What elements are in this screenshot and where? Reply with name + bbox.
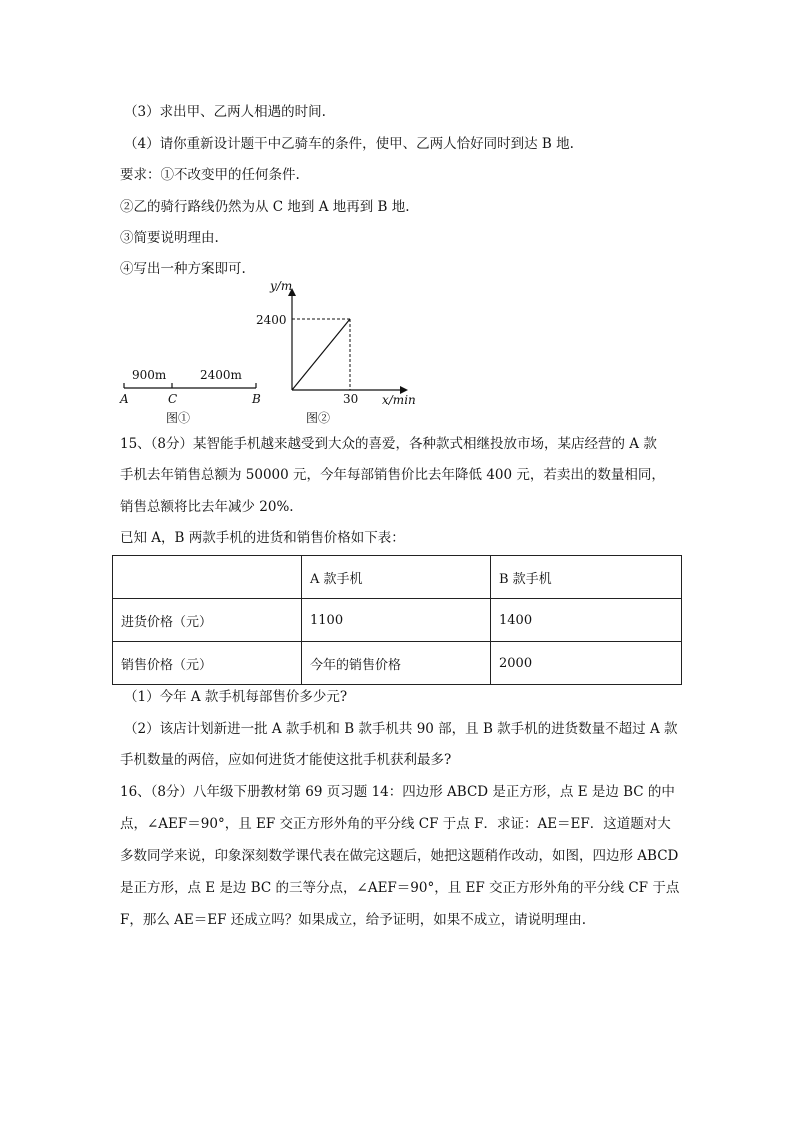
point-b: B — [252, 392, 261, 406]
table-cell — [113, 556, 302, 599]
question-3: （3）求出甲、乙两人相遇的时间. — [124, 104, 326, 120]
point-c: C — [168, 392, 178, 406]
figure-1-segment — [119, 368, 261, 425]
figure-2-graph — [256, 279, 416, 425]
table-cell: 今年的销售价格 — [302, 642, 491, 685]
label-900m: 900m — [132, 368, 167, 382]
q15-part-2b: 手机数量的两倍，应如何进货才能使这批手机获利最多? — [120, 752, 452, 768]
table-cell: 2000 — [491, 642, 682, 685]
q15-line-1: 15、（8分）某智能手机越来越受到大众的喜爱，各种款式相继投放市场，某店经营的 A 款 — [120, 436, 657, 452]
requirement-2: ②乙的骑行路线仍然为从 C 地到 A 地再到 B 地. — [120, 199, 410, 215]
point-a: A — [120, 392, 129, 406]
question-4: （4）请你重新设计题干中乙骑车的条件，使甲、乙两人恰好同时到达 B 地. — [124, 136, 574, 152]
row-label-purchase: 进货价格（元） — [113, 599, 302, 642]
row-label-sale: 销售价格（元） — [113, 642, 302, 685]
table-header-row — [113, 556, 682, 599]
question-16: 16、（8分）八年级下册教材第 69 页习题 14：四边形 ABCD 是正方形，点 E 是边 BC 的中点，∠AEF＝90°，且 EF 交正方形外角的平分线 CF 于点 F．求证：AE＝EF．这道题对大多数同学来说，印象深刻数学课代表在做完这题后，她把这题稍作改动，如图，四边形 ABCD 是正方形，点 E 是边 BC 的三等分点，∠AEF＝90°，且 EF 交正方形外角的平分线 CF 于点 F，那么 AE＝EF 还成立吗？如果成立，给予证明，如果不成立，请说明理由. — [120, 784, 680, 928]
x-tick-30: 30 — [343, 392, 359, 406]
q15-part-2a: （2）该店计划新进一批 A 款手机和 B 款手机共 90 部，且 B 款手机的进货数量不超过 A 款 — [124, 721, 678, 737]
figure-1-caption: 图① — [166, 411, 191, 425]
y-tick-2400: 2400 — [256, 313, 287, 327]
requirement-4: ④写出一种方案即可. — [120, 261, 246, 277]
q15-line-4: 已知 A，B 两款手机的进货和销售价格如下表： — [120, 530, 405, 546]
table-header-b: B 款手机 — [491, 556, 682, 599]
q15-part-1: （1）今年 A 款手机每部售价多少元? — [124, 689, 348, 705]
table-cell: 1400 — [491, 599, 682, 642]
q15-line-2: 手机去年销售总额为 50000 元，今年每部销售价比去年降低 400 元，若卖出的数量相同， — [120, 467, 665, 483]
figure-2-caption: 图② — [306, 411, 331, 425]
price-table — [112, 555, 682, 685]
y-axis-label: y/m — [270, 279, 293, 293]
label-2400m: 2400m — [200, 368, 242, 382]
graph-line — [292, 319, 350, 390]
table-header-a: A 款手机 — [302, 556, 491, 599]
requirement-3: ③简要说明理由. — [120, 230, 219, 246]
figures — [110, 278, 440, 430]
q15-line-3: 销售总额将比去年减少 20%. — [120, 499, 294, 515]
table-cell: 1100 — [302, 599, 491, 642]
requirement-1: 要求：①不改变甲的任何条件. — [120, 167, 300, 183]
x-axis-label: x/min — [382, 393, 416, 407]
table-row — [113, 599, 682, 642]
table-row — [113, 642, 682, 685]
